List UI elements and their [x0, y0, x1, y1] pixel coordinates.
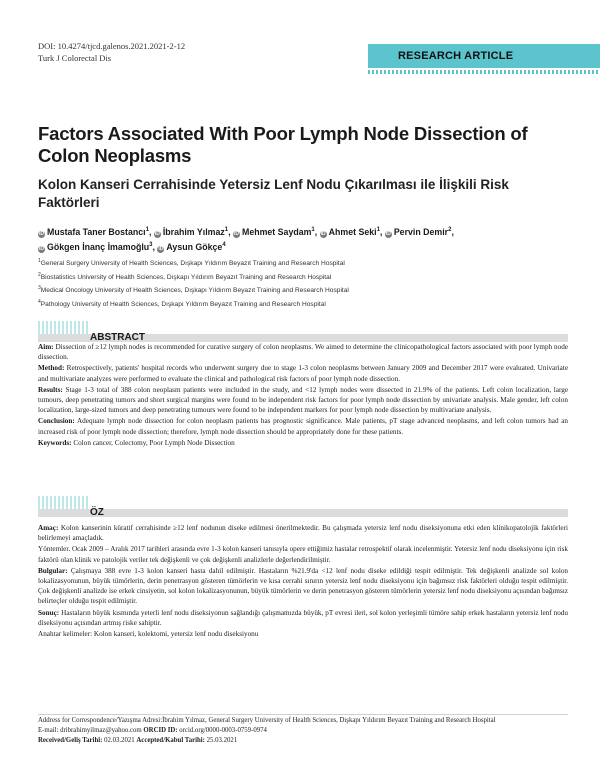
conclusion-label: Conclusion: [38, 417, 75, 426]
author-name: Mustafa Taner Bostancı [47, 226, 146, 237]
orcid-link[interactable]: orcid.org/0000-0003-0759-0974 [179, 727, 267, 734]
abstract-heading-bar [38, 328, 568, 342]
affiliation-sup: 2 [38, 271, 41, 278]
received-date: 02.03.2021 [104, 737, 135, 744]
results-text: Stage 1-3 total of 388 colon neoplasm patients were included in the study, and <12 lymph nodes were dissected in 21.9% of the patients. Left colon localization, large tumours, deep penetrating tumors and short surgical margins were found to be independent risk factors for poor lymph node dissection by univariate analysis. Male gender, left colon localization, large-sized tumors and deep penetrating tumours were found to be independent markers for poor lymph node dissection by multivariate analysis. [38, 385, 569, 415]
bulgular-text: Çalışmaya 388 evre 1-3 kolon kanseri hasta dahil edilmiştir. Hastaların %21.9'da <12 lenf nodu diseke edildiği tespit edilmiştir. Tek değişkenli analizde sol kolon lokalizasyonunun, büyük tümörlerin, derin penetrasyon gösteren tümörlerin ve kısa cerrahi sınırın yetersiz lenf nodu diseksiyonu için bağımsız risk faktörleri olduğu tespit edilmiştir. Çok değişkenli analizde ise erkek cinsiyetin, sol kolon lokalizasyonunun, büyük tümörlerin ve derin penetrasyon gösteren tümörlerin yetersiz lenf nodu diseksiyonu açısından bağımsız belirteçler olduğu tespit edilmiştir. [38, 566, 569, 606]
aim-label: Aim: [38, 343, 54, 351]
author [154, 227, 228, 237]
orcid-icon[interactable]: iD [158, 245, 164, 252]
author-name: Pervin Demir [393, 226, 449, 237]
abstract-body [38, 342, 568, 449]
affiliation [38, 270, 568, 284]
author-sup: 1 [224, 227, 229, 233]
correspondence-footer [38, 716, 568, 746]
affiliation-text: Biostatistics University of Health Sciences, Dışkapı Yıldırım Beyazıt Training and Research Hospital [40, 273, 332, 281]
article-subtitle: Kolon Kanseri Cerrahisinde Yetersiz Lenf Nodu Çıkarılması ile İlişkili Risk Faktörleri [38, 177, 509, 210]
orcid-icon[interactable]: iD [234, 230, 239, 237]
doi: DOI: 10.4274/tjcd.galenos.2021.2021-2-12 [38, 41, 186, 51]
author [233, 227, 315, 237]
yontemler-text: Ocak 2009 – Aralık 2017 tarihleri arasında evre 1-3 kolon kanseri tanısıyla opere ettiğimiz hastalar retrospektif olarak incelenmiştir. Yetersiz lenf nodu diseksiyonu için risk faktörü olan klinik ve patolojik veriler tek değişkenli ve çok değişkenli analizlerle değerlendirilmiştir. [38, 545, 569, 564]
badge-stripe-decoration [368, 70, 600, 74]
author-name: Gökgen İnanç İmamoğlu [47, 241, 150, 252]
author-name: Ahmet Seki [328, 226, 377, 237]
heading-bar [38, 509, 568, 517]
affiliation [38, 297, 568, 311]
author-list: iD Mustafa Taner Bostancı$^1$, iD İbrahim Yılmaz$^1$, iD Mehmet Saydam$^1$, iD Ahmet Seki$^1$, iD Pervin Demir$^2$, iD Gökgen İnanç İmamoğlu$^3$, iD Aysun Gökçe$^4$ [39, 226, 454, 252]
sonuc-text: Hastaların büyük kısmında yeterli lenf nodu diseksiyonun sağlandığı çalışmamızda büyük, pT evresi ileri, sol kolon yerleşimli tümöre sahip erkek hastaların yetersiz lenf nodu diseksiyonu açısından artmış riske sahiptir. [38, 608, 568, 627]
orcid-icon[interactable]: iD [385, 230, 391, 237]
author [157, 242, 225, 252]
oz-body [38, 523, 568, 640]
abstract-heading: ABSTRACT [90, 332, 145, 343]
method-text: Retrospectively, patients' hospital records who underwent surgery due to stage 1-3 colon neoplasms between January 2009 and December 2017 were evaluated. Univariate and multivariate analyzes were performed to evaluate the clinical and pathological risk factors of poor lymph node dissection. [38, 364, 569, 383]
accepted-date: 25.03.2021 [206, 737, 238, 744]
affiliation [38, 283, 568, 297]
affiliation-sup: 4 [38, 299, 41, 306]
author-name: Mehmet Saydam [242, 226, 312, 237]
oz-sonuc [38, 608, 568, 628]
oz-heading-bar [38, 503, 568, 517]
author [38, 242, 153, 252]
dates-line [38, 736, 568, 746]
affiliation [38, 256, 568, 270]
sonuc-label: Sonuç: [38, 608, 60, 617]
affiliation-text: Medical Oncology University of Health Sciences, Dışkapı Yıldırım Beyazıt Training and Research Hospital [40, 287, 349, 295]
email-link[interactable]: dribrahimyilmaz@yahoo.com [60, 727, 142, 734]
anahtar-text: Kolon kanseri, kolektomi, yetersiz lenf nodu diseksiyonu [93, 630, 259, 639]
oz-bulgular [38, 566, 568, 607]
email-label: E-mail: [38, 727, 59, 734]
abstract-method [38, 363, 568, 383]
keywords-label: Keywords: [38, 438, 72, 447]
oz-yontemler [38, 544, 568, 564]
author-sup: 1 [145, 227, 149, 233]
author-sup: 4 [222, 241, 226, 248]
footer-divider [38, 714, 568, 715]
contact-line [38, 726, 568, 736]
author-sup: 1 [376, 227, 380, 233]
author-sup: 2 [448, 227, 452, 233]
conclusion-text: Adequate lymph node dissection for colon neoplasm patients has prognostic significance. Male patients, pT stage advanced neoplasms, and left colon tumors had an increased risk of poor lymph node dissection; therefore, lymph node dissection should be appropriately done for these patients. [38, 417, 568, 436]
abstract-aim [38, 342, 568, 362]
method-label: Method: [38, 364, 65, 373]
author-sup: 1 [311, 227, 315, 233]
anahtar-label: Anahtar kelimeler: [38, 630, 93, 639]
affiliation-text: Pathology University of Health Sciences, Dışkapı Yıldırım Beyazıt Training and Research Hospital [40, 301, 326, 309]
orcid-label: ORCID ID: [143, 727, 178, 734]
abstract-keywords [38, 438, 568, 448]
received-label: Received/Geliş Tarihi: [38, 737, 103, 744]
oz-amac [38, 523, 568, 543]
author [320, 227, 380, 237]
amac-text: Kolon kanserinin küratif cerrahisinde ≥12 lenf nodunun diseke edilmesi önerilmektedir. Bu çalışmada yetersiz lenf nodu diseksiyonuna etki eden klinikopatolojik faktörleri belirlemeyi amaçladık. [38, 524, 569, 543]
affiliation-sup: 1 [38, 258, 41, 264]
affiliation-sup: 3 [38, 285, 41, 292]
results-label: Results: [38, 385, 63, 394]
affiliation-list [38, 256, 568, 311]
affiliation-text: General Surgery University of Health Sciences, Dışkapı Yıldırım Beyazıt Training and Research Hospital [40, 260, 345, 268]
journal-name: Turk J Colorectal Dis [38, 53, 112, 63]
orcid-icon[interactable]: iD [39, 230, 44, 237]
article-type-badge: RESEARCH ARTICLE [368, 44, 600, 68]
orcid-icon[interactable]: iD [154, 230, 160, 237]
oz-anahtar [38, 629, 568, 639]
correspondence-address [38, 716, 568, 726]
address-text: İbrahim Yılmaz, General Surgery University of Health Sciences, Dışkapı Yıldırım Beyazıt Training and Research Hospital [162, 717, 496, 724]
keywords-text: Colon cancer, Colectomy, Poor Lymph Node Dissection [73, 438, 235, 447]
author [38, 227, 149, 237]
amac-label: Amaç: [38, 524, 59, 532]
abstract-conclusion [38, 416, 568, 436]
accepted-label: Accepted/Kabul Tarihi: [136, 737, 205, 744]
aim-text: Dissection of ≥12 lymph nodes is recommended for curative surgery of colon neoplasms. We aimed to determine the clinicopathological factors associated with poor lymph node dissection. [38, 343, 568, 362]
author [385, 227, 452, 237]
address-label: Address for Correspondence/Yazışma Adresi: [38, 717, 163, 724]
orcid-icon[interactable]: iD [320, 230, 326, 237]
orcid-icon[interactable]: iD [39, 245, 44, 252]
yontemler-label: Yöntemler. [38, 545, 71, 554]
author-name: Aysun Gökçe [166, 241, 223, 252]
abstract-results [38, 385, 568, 416]
author-sup: 3 [149, 241, 153, 248]
article-meta [38, 40, 185, 64]
article-title: Factors Associated With Poor Lymph Node Dissection of Colon Neoplasms [38, 123, 528, 166]
author-name: İbrahim Yılmaz [162, 226, 225, 237]
bulgular-label: Bulgular: [38, 566, 68, 575]
oz-heading: ÖZ [90, 507, 104, 518]
